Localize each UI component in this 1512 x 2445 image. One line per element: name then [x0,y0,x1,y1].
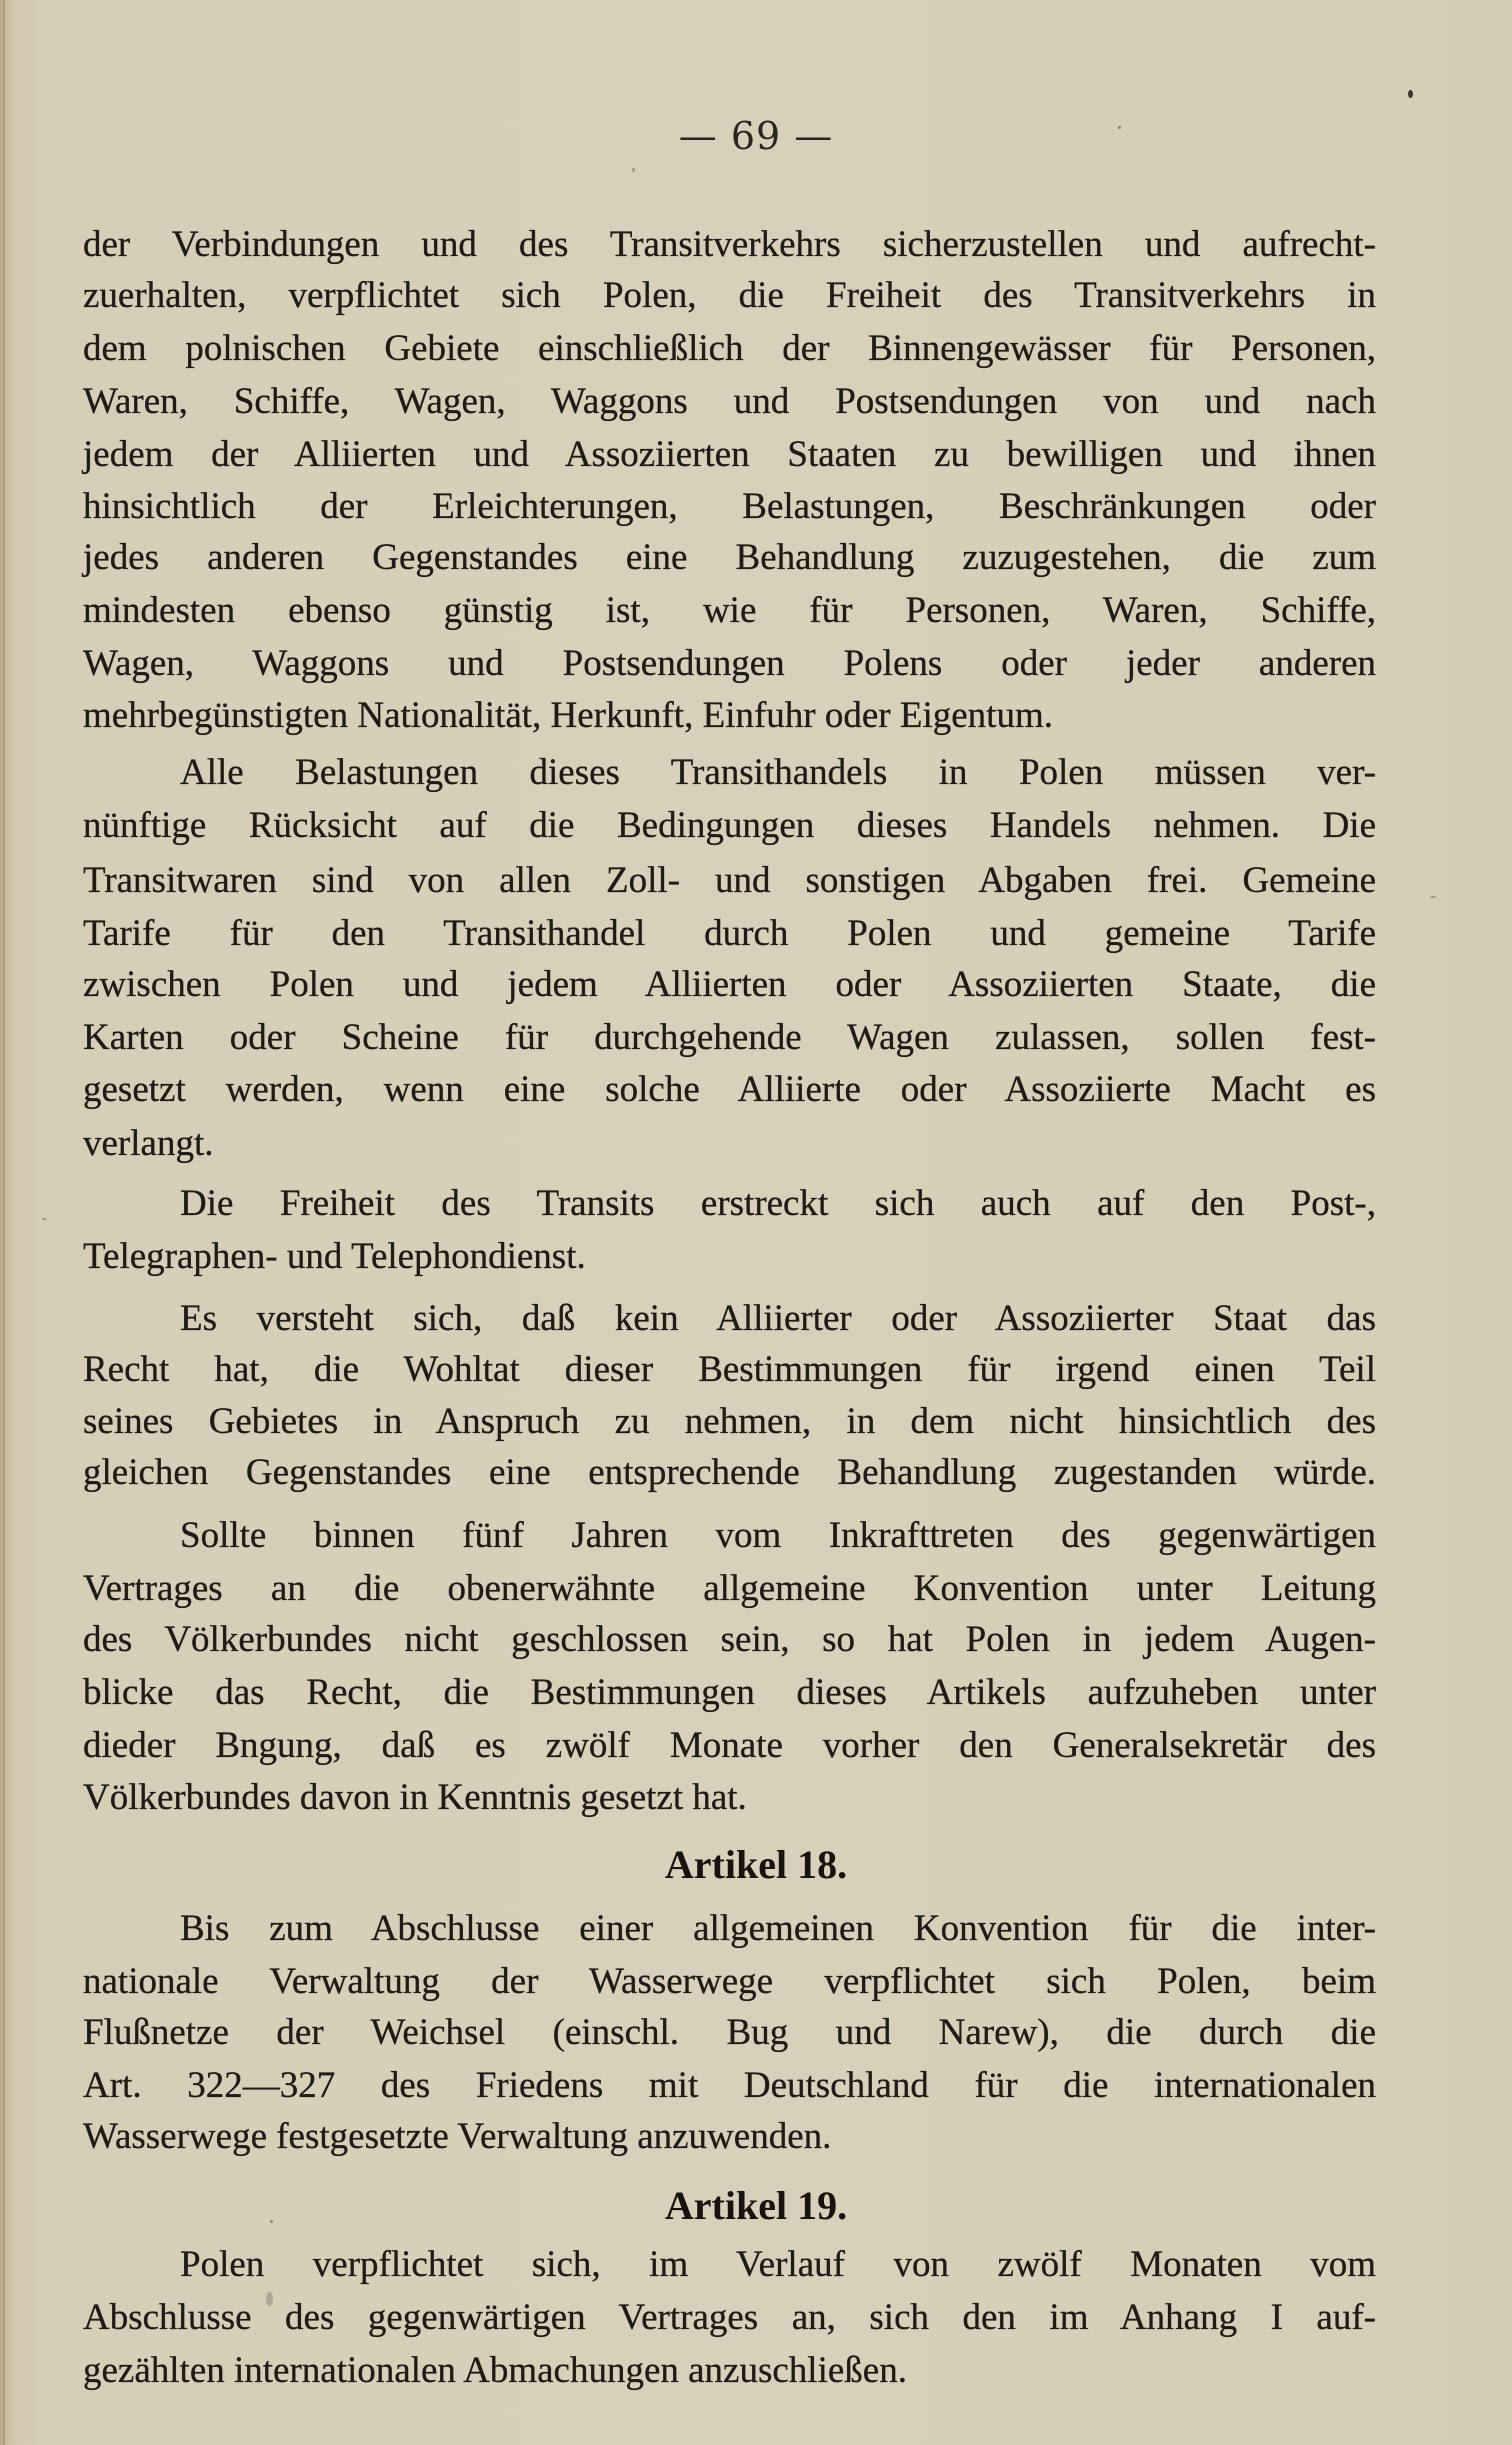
text-line: dem polnischen Gebiete einschließlich der Binnengewässer für Personen, [83,328,1376,369]
page-number: — 69 — [678,114,834,158]
text-line: Abschlusse des gegenwärtigen Vertrages an, sich den im Anhang I auf- [83,2297,1376,2338]
text-line: des Völkerbundes nicht geschlossen sein, so hat Polen in jedem Augen- [83,1619,1376,1660]
text-line: Es versteht sich, daß kein Alliierter oder Assoziierter Staat das [180,1298,1376,1339]
article-heading-18: Artikel 18. [664,1842,848,1887]
text-line: Recht hat, die Wohltat dieser Bestimmungen für irgend einen Teil [83,1349,1376,1390]
text-line: mehrbegünstigten Nationalität, Herkunft, Einfuhr oder Eigentum. [83,695,1053,736]
ink-speck [632,168,635,172]
text-line: Bis zum Abschlusse einer allgemeinen Konvention für die inter- [180,1908,1376,1949]
text-line: gesetzt werden, wenn eine solche Alliierte oder Assoziierte Macht es [83,1069,1376,1110]
text-line: Waren, Schiffe, Wagen, Waggons und Postsendungen von und nach [83,381,1376,422]
text-line: Sollte binnen fünf Jahren vom Inkrafttreten des gegenwärtigen [180,1515,1376,1556]
text-line: Wasserwege festgesetzte Verwaltung anzuwenden. [83,2116,832,2157]
page-gutter-edge [3,0,5,2445]
ink-speck [42,1218,47,1220]
text-line: gezählten internationalen Abmachungen anzuschließen. [83,2350,907,2391]
text-line: Vertrages an die obenerwähnte allgemeine Konvention unter Leitung [83,1568,1376,1609]
text-line: der Verbindungen und des Transitverkehrs sicherzustellen und aufrecht- [83,224,1376,265]
text-line: blicke das Recht, die Bestimmungen dieses Artikels aufzuheben unter [83,1672,1376,1713]
text-line: Telegraphen- und Telephondienst. [83,1236,586,1277]
ink-speck [1408,90,1413,98]
text-line: hinsichtlich der Erleichterungen, Belastungen, Beschränkungen oder [83,486,1376,527]
text-line: jedem der Alliierten und Assoziierten Staaten zu bewilligen und ihnen [83,434,1376,475]
text-line: Völkerbundes davon in Kenntnis gesetzt hat. [83,1777,747,1818]
text-line: Art. 322—327 des Friedens mit Deutschland für die internationalen [83,2065,1376,2106]
text-line: Tarife für den Transithandel durch Polen und gemeine Tarife [83,913,1376,954]
text-line: dieder Bngung, daß es zwölf Monate vorher den Generalsekretär des [83,1725,1376,1766]
text-line: gleichen Gegenstandes eine entsprechende Behandlung zugestanden würde. [83,1452,1376,1493]
text-line: Die Freiheit des Transits erstreckt sich auch auf den Post-, [180,1183,1376,1224]
text-line: seines Gebietes in Anspruch zu nehmen, in dem nicht hinsichtlich des [83,1401,1376,1442]
text-line: nünftige Rücksicht auf die Bedingungen dieses Handels nehmen. Die [83,805,1376,846]
text-line: jedes anderen Gegenstandes eine Behandlung zuzugestehen, die zum [83,537,1376,578]
text-line: zwischen Polen und jedem Alliierten oder Assoziierten Staate, die [83,964,1376,1005]
ink-speck [1430,896,1436,898]
text-line: zuerhalten, verpflichtet sich Polen, die Freiheit des Transitverkehrs in [83,275,1376,316]
text-line: Transitwaren sind von allen Zoll- und sonstigen Abgaben frei. Gemeine [83,860,1376,901]
text-line: verlangt. [83,1123,214,1164]
text-line: Polen verpflichtet sich, im Verlauf von zwölf Monaten vom [180,2244,1376,2285]
text-line: Alle Belastungen dieses Transithandels in Polen müssen ver- [180,752,1376,793]
text-line: mindesten ebenso günstig ist, wie für Personen, Waren, Schiffe, [83,590,1376,631]
text-line: Wagen, Waggons und Postsendungen Polens oder jeder anderen [83,643,1376,684]
text-line: nationale Verwaltung der Wasserwege verpflichtet sich Polen, beim [83,1961,1376,2002]
text-line: Karten oder Scheine für durchgehende Wagen zulassen, sollen fest- [83,1017,1376,1058]
article-heading-19: Artikel 19. [664,2183,848,2228]
text-line: Flußnetze der Weichsel (einschl. Bug und Narew), die durch die [83,2012,1376,2053]
